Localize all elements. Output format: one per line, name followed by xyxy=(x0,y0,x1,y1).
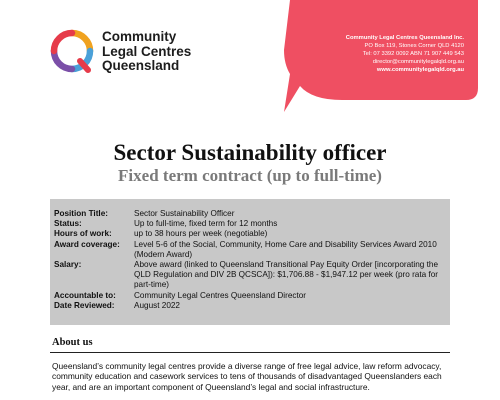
award-value: Level 5-6 of the Social, Community, Home Care and Disability Services Award 2010 (Modern Award) xyxy=(134,239,437,259)
award-label: Award coverage: xyxy=(54,239,120,249)
logo-wordmark xyxy=(102,30,191,74)
detail-row-reviewed xyxy=(54,301,445,311)
position-details-box xyxy=(50,199,450,325)
page-subtitle: Fixed term contract (up to full-time) xyxy=(118,166,382,185)
contact-phone-abn: Tel: 07 3392 0092 ABN 71 907 449 543 xyxy=(362,51,464,58)
accountable-label: Accountable to: xyxy=(54,290,116,300)
status-value: Up to full-time, fixed term for 12 months xyxy=(134,219,278,229)
section-divider xyxy=(50,352,450,353)
hours-value: up to 38 hours per week (negotiable) xyxy=(134,229,268,239)
salary-value: Above award (linked to Queensland Transitional Pay Equity Order [incorporating the QLD Regulation and DIV 2B QCSCA]): $1,706.88 - $1,947.12 per week (pro rata for part-time) xyxy=(134,260,439,290)
detail-row-award xyxy=(54,240,445,260)
detail-row-hours xyxy=(54,229,445,239)
about-heading: About us xyxy=(52,337,93,348)
position-title-value: Sector Sustainability Officer xyxy=(134,209,235,218)
about-paragraph: Queensland’s community legal centres provide a diverse range of free legal advice, law reform advocacy, community education and casework services to tens of thousands of disadvantaged Queenslanders each year, and are an important component of Queensland’s legal and social infrastructure. xyxy=(52,361,442,392)
detail-row-position xyxy=(54,209,445,219)
detail-row-salary xyxy=(54,260,445,291)
contact-website[interactable]: www.communitylegalqld.org.au xyxy=(376,67,464,74)
reviewed-value: August 2022 xyxy=(134,300,180,310)
accountable-value: Community Legal Centres Queensland Director xyxy=(134,290,307,300)
position-title-label: Position Title: xyxy=(54,209,108,218)
status-label: Status: xyxy=(54,219,82,229)
logo-line-1: Community xyxy=(102,29,177,44)
contact-email[interactable]: director@communitylegalqld.org.au xyxy=(372,59,464,66)
logo-line-3: Queensland xyxy=(102,58,180,73)
contact-org-name: Community Legal Centres Queensland Inc. xyxy=(345,35,464,41)
contact-details xyxy=(284,34,464,74)
clcq-logo-mark-icon xyxy=(50,29,94,73)
detail-row-status xyxy=(54,219,445,229)
contact-address: PO Box 119, Stones Corner QLD 4120 xyxy=(364,43,464,50)
hours-label: Hours of work: xyxy=(54,229,112,239)
page-title: Sector Sustainability officer xyxy=(113,140,387,165)
detail-row-accountable xyxy=(54,291,445,301)
clcq-logo xyxy=(50,27,220,77)
salary-label: Salary: xyxy=(54,260,82,270)
logo-line-2: Legal Centres xyxy=(102,43,192,59)
reviewed-label: Date Reviewed: xyxy=(54,300,115,310)
